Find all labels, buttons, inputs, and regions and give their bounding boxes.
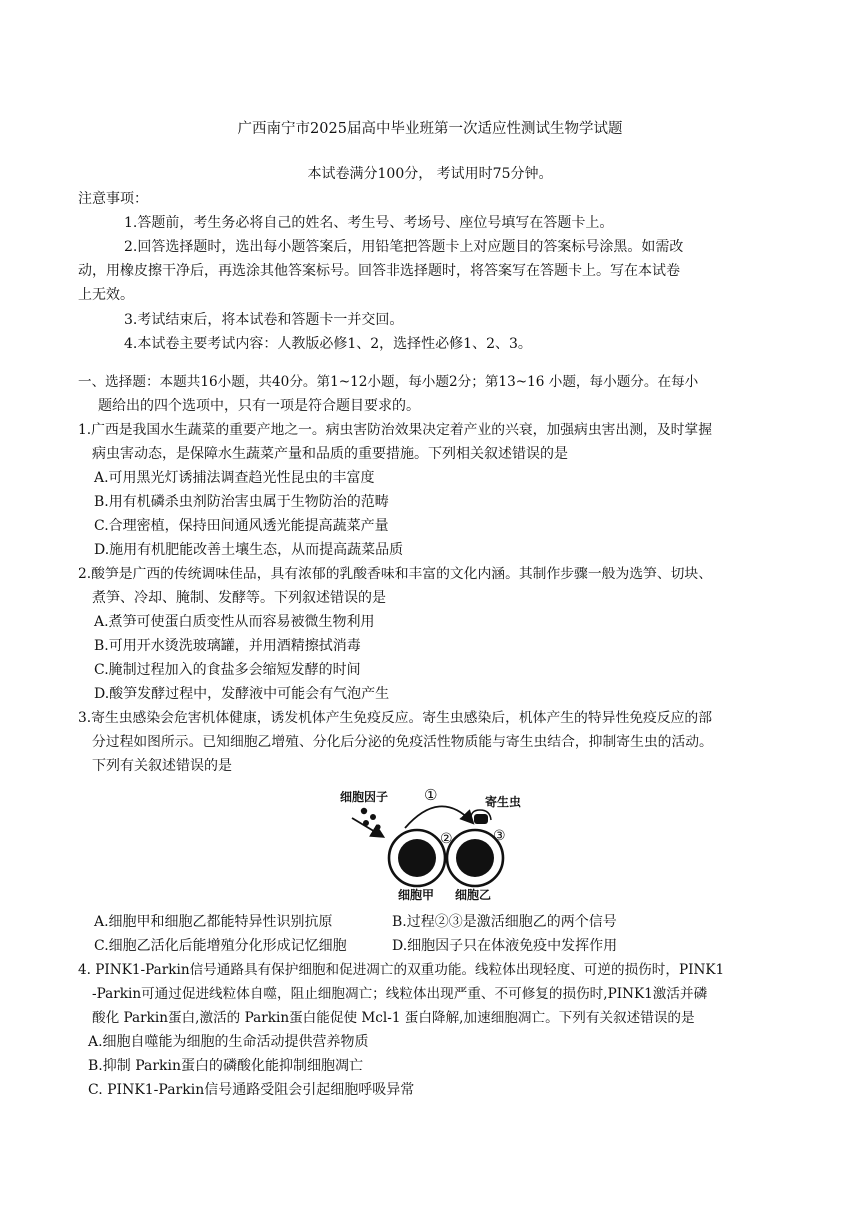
question-2-option-c: C.腌制过程加入的食盐多会缩短发酵的时间 [94,662,361,678]
label-cell-a: 细胞甲 [398,888,435,902]
question-1-stem: 病虫害动态，是保障水生蔬菜产量和品质的重要措施。下列相关叙述错误的是 [92,446,568,462]
parasite-shape [474,814,488,824]
question-1-stem: 1.广西是我国水生蔬菜的重要产地之一。病虫害防治效果决定着产业的兴衰，加强病虫害出测，及时掌握 [78,422,713,438]
question-3-option-a: A.细胞甲和细胞乙都能特异性识别抗原 [94,914,333,930]
question-4-stem: -Parkin可通过促进线粒体自噬，阻止细胞凋亡；线粒体出现严重、不可修复的损伤时,PINK1激活并磷 [92,986,708,1002]
notice-item: 4.本试卷主要考试内容：人教版必修1、2，选择性必修1、2、3。 [124,336,532,352]
question-1-option-a: A.可用黑光灯诱捕法调查趋光性昆虫的丰富度 [94,470,375,486]
question-4-stem: 酸化 Parkin蛋白,激活的 Parkin蛋白能促使 Mcl-1 蛋白降解,加速细胞凋亡。下列有关叙述错误的是 [92,1010,695,1026]
exam-title: 广西南宁市2025届高中毕业班第一次适应性测试生物学试题 [237,121,623,137]
question-3-stem: 3.寄生虫感染会危害机体健康，诱发机体产生免疫反应。寄生虫感染后，机体产生的特异性免疫反应的部 [78,710,713,726]
question-2-option-b: B.可用开水烫洗玻璃罐，并用酒精擦拭消毒 [94,638,361,654]
notice-heading: 注意事项： [78,191,148,207]
section-heading-cont: 题给出的四个选项中，只有一项是符合题目要求的。 [98,398,420,414]
exam-subtitle: 本试卷满分100分， 考试用时75分钟。 [307,166,553,182]
question-3-option-c: C.细胞乙活化后能增殖分化形成记忆细胞 [94,938,347,954]
section-heading: 一、选择题：本题共16小题，共40分。第1~12小题，每小题2分；第13~16 小题，每小题分。在每小 [78,374,699,390]
question-1-option-d: D.施用有机肥能改善土壤生态，从而提高蔬菜品质 [94,542,404,558]
cell-b-nucleus [456,839,494,877]
notice-item: 1.答题前，考生务必将自己的姓名、考生号、考场号、座位号填写在答题卡上。 [124,215,614,231]
notice-item: 动，用橡皮擦干净后，再选涂其他答案标号。回答非选择题时，将答案写在答题卡上。写在本试卷 [78,263,680,279]
notice-item: 3.考试结束后，将本试卷和答题卡一并交回。 [124,312,404,328]
label-step-2: ② [440,831,453,847]
question-1-option-c: C.合理密植，保持田间通风透光能提高蔬菜产量 [94,518,389,534]
question-2-stem: 2.酸笋是广西的传统调味佳品，具有浓郁的乳酸香味和丰富的文化内涵。其制作步骤一般为选笋、切块、 [78,566,713,582]
question-4-option-b: B.抑制 Parkin蛋白的磷酸化能抑制细胞凋亡 [88,1058,363,1074]
question-3-option-b: B.过程②③是激活细胞乙的两个信号 [392,914,617,930]
cytokine-dot [370,814,376,820]
question-3-stem: 分过程如图所示。已知细胞乙增殖、分化后分泌的免疫活性物质能与寄生虫结合，抑制寄生虫的活动。 [92,734,713,750]
question-1-option-b: B.用有机磷杀虫剂防治害虫属于生物防治的范畴 [94,494,389,510]
notice-item: 2.回答选择题时，选出每小题答案后，用铅笔把答题卡上对应题目的答案标号涂黑。如需改 [124,239,684,255]
label-step-1: ① [424,786,438,804]
label-cytokine: 细胞因子 [340,790,389,804]
question-3-stem: 下列有关叙述错误的是 [92,758,232,774]
question-4-option-c: C. PINK1-Parkin信号通路受阻会引起细胞呼吸异常 [88,1082,415,1098]
label-parasite: 寄生虫 [485,795,522,809]
question-2-stem: 煮笋、冷却、腌制、发酵等。下列叙述错误的是 [92,590,386,606]
notice-item: 上无效。 [78,287,134,303]
label-cell-b: 细胞乙 [455,888,492,902]
question-2-option-d: D.酸笋发酵过程中，发酵液中可能会有气泡产生 [94,686,390,702]
cytokine-dot [375,824,380,829]
label-step-3: ③ [493,828,506,844]
question-3-option-d: D.细胞因子只在体液免疫中发挥作用 [392,938,618,954]
question-4-stem: 4. PINK1-Parkin信号通路具有保护细胞和促进凋亡的双重功能。线粒体出现轻度、可逆的损伤时，PINK1 [78,962,725,978]
question-2-option-a: A.煮笋可使蛋白质变性从而容易被微生物利用 [94,614,375,630]
step-1-arrow [405,806,472,828]
cytokine-dot [361,808,367,814]
question-4-option-a: A.细胞自噬能为细胞的生命活动提供营养物质 [88,1034,369,1050]
immune-response-figure [330,780,530,905]
cell-a-nucleus [398,839,436,877]
